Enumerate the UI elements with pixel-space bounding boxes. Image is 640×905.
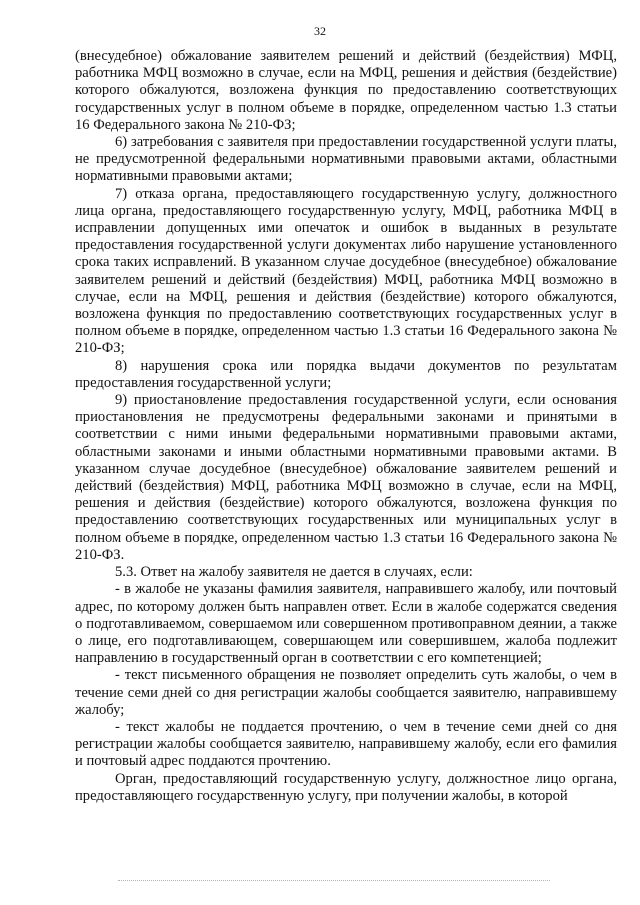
paragraph-item-7: 7) отказа органа, предоставляющего государственную услугу, должностного лица органа, предоставляющего государственную услугу, МФЦ, работника МФЦ в исправлении допущенных ими опечаток и ошибок в выданных в результате предоставления государственной услуги документах либо нарушение установленного срока таких исправлений. В указанном случае досудебное (внесудебное) обжалование заявителем решений и действий (бездействия) МФЦ, работника МФЦ возможно в случае, если на МФЦ, решения и действия (бездействие) которого обжалуются, возложена функция по предоставлению соответствующих государственных услуг в полном объеме в порядке, определенном частью 1.3 статьи 16 Федерального закона № 210-ФЗ; — [75, 185, 617, 357]
paragraph-continuation: (внесудебное) обжалование заявителем решений и действий (бездействия) МФЦ, работника МФЦ возможно в случае, если на МФЦ, решения и действия (бездействие) которого обжалуются, возложена функция по предоставлению соответствующих государственных услуг в полном объеме в порядке, определенном частью 1.3 статьи 16 Федерального закона № 210-ФЗ; — [75, 48, 617, 133]
section-5-3-heading: 5.3. Ответ на жалобу заявителя не дается в случаях, если: — [115, 564, 473, 581]
paragraph-final: Орган, предоставляющий государственную услугу, должностное лицо органа, предоставляющего государственную услугу, при получении жалобы, в которой — [75, 770, 617, 804]
paragraph-item-6: 6) затребования с заявителя при предоставлении государственной услуги платы, не предусмотренной федеральными нормативными правовыми актами, областными нормативными правовыми актами; — [75, 134, 617, 185]
list-item-unreadable: - текст жалобы не поддается прочтению, о чем в течение семи дней со дня регистрации жалобы сообщается заявителю, направившему жалобу, если его фамилия и почтовый адрес поддаются прочтению. — [75, 718, 617, 770]
page-number: 32 — [314, 24, 326, 38]
document-body — [75, 48, 617, 805]
paragraph-item-9: 9) приостановление предоставления государственной услуги, если основания приостановления не предусмотрены федеральными законами и принятыми в соответствии с ними иными федеральными нормативными правовыми актами, областными законами и иными областными нормативными правовыми актами. В указанном случае досудебное (внесудебное) обжалование заявителем решений и действий (бездействия) МФЦ, работника МФЦ возможно в случае, если на МФЦ, решения и действия (бездействие) которого обжалуются, возложена функция по предоставлению соответствующих государственных или муниципальных услуг в полном объеме в порядке, определенном частью 1.3 статьи 16 Федерального закона № 210-ФЗ. — [75, 392, 617, 563]
list-item-no-name-address: - в жалобе не указаны фамилия заявителя, направившего жалобу, или почтовый адрес, по которому должен быть направлен ответ. Если в жалобе содержатся сведения о подготавливаемом, совершаемом или совершенном противоправном деянии, а также о лице, его подготавливающем, совершающем или совершившем, жалоба подлежит направлению в государственный орган в соответствии с его компетенцией; — [75, 581, 617, 667]
paragraph-item-8: 8) нарушения срока или порядка выдачи документов по результатам предоставления государственной услуги; — [75, 357, 617, 391]
scan-artifact-line — [118, 880, 550, 881]
list-item-cannot-determine: - текст письменного обращения не позволяет определить суть жалобы, о чем в течение семи дней со дня регистрации жалобы сообщается заявителю, направившему жалобу; — [75, 667, 617, 718]
